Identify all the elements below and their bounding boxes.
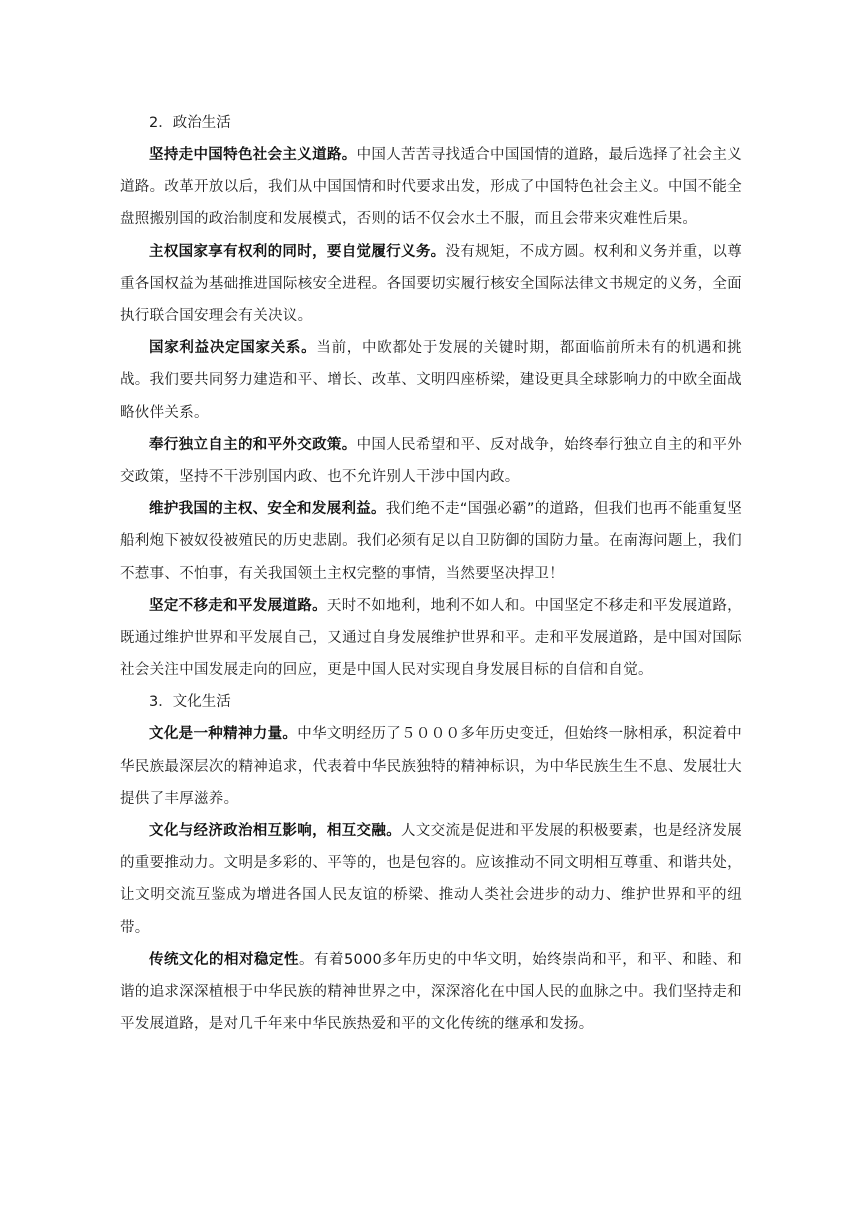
paragraph-body: 中国人苦苦寻找适合中国国情的道路，最后选择了社会主义道路。改革开放以后，我们从中国国情和时代要求出发，形成了中国特色社会主义。中国不能全盘照搬别国的政治制度和发展模式，否则的话不仅会水土不服，而且会带来灾难性后果。 xyxy=(120,147,742,228)
paragraph-body: 。有着5000多年历史的中华文明，始终崇尚和平，和平、和睦、和谐的追求深深植根于中华民族的精神世界之中，深深溶化在中国人民的血脉之中。我们坚持走和平发展道路，是对几千年来中华民族热爱和平的文化传统的继承和发扬。 xyxy=(120,951,743,1033)
paragraph xyxy=(120,815,742,944)
paragraph xyxy=(120,236,742,333)
paragraph-lead: 坚持走中国特色社会主义道路。 xyxy=(149,147,357,163)
paragraph-body: 我们绝不走“国强必霸”的道路，但我们也再不能重复坚船利炮下被奴役被殖民的历史悲剧。我们必须有足以自卫防御的国防力量。在南海问题上，我们不惹事、不怕事，有关我国领土主权完整的事情，当然要坚决捍卫！ xyxy=(120,501,742,582)
paragraph-lead: 维护我国的主权、安全和发展利益。 xyxy=(149,501,386,518)
paragraph-body: 中国人民希望和平、反对战争，始终奉行独立自主的和平外交政策，坚持不干涉别国内政、也不允许别人干涉中国内政。 xyxy=(120,436,742,486)
paragraph-lead: 文化与经济政治相互影响，相互交融。 xyxy=(149,823,402,840)
paragraph-lead: 传统文化的相对稳定性 xyxy=(149,951,299,968)
paragraph-lead: 文化是一种精神力量。 xyxy=(149,726,298,743)
paragraph-lead: 坚定不移走和平发展道路。 xyxy=(149,597,327,614)
paragraph-body: 没有规矩，不成方圆。权利和义务并重，以尊重各国权益为基础推进国际核安全进程。各国要切实履行核安全国际法律文书规定的义务，全面执行联合国安理会有关决议。 xyxy=(120,243,743,325)
paragraph-lead: 国家利益决定国家关系。 xyxy=(149,340,317,357)
paragraph xyxy=(120,429,742,493)
paragraph-lead: 奉行独立自主的和平外交政策。 xyxy=(149,436,357,453)
paragraph xyxy=(120,332,742,429)
paragraph-lead: 主权国家享有权利的同时，要自觉履行义务。 xyxy=(149,243,446,260)
paragraph xyxy=(120,590,742,687)
paragraph-body: 天时不如地利，地利不如人和。中国坚定不移走和平发展道路，既通过维护世界和平发展自己，又通过自身发展维护世界和平。走和平发展道路，是中国对国际社会关注中国发展走向的回应，更是中国人民对实现自身发展目标的自信和自觉。 xyxy=(120,597,742,679)
section-heading-politics: 2．政治生活 xyxy=(149,115,231,131)
section-heading-culture: 3．文化生活 xyxy=(149,694,231,711)
paragraph xyxy=(120,718,742,815)
paragraph xyxy=(120,139,742,236)
paragraph-body: 人文交流是促进和平发展的积极要素，也是经济发展的重要推动力。文明是多彩的、平等的，也是包容的。应该推动不同文明相互尊重、和谐共处，让文明交流互鉴成为增进各国人民友谊的桥梁、推动人类社会进步的动力、维护世界和平的纽带。 xyxy=(120,823,742,936)
paragraph-body: 当前，中欧都处于发展的关键时期，都面临前所未有的机遇和挑战。我们要共同努力建造和平、增长、改革、文明四座桥梁，建设更具全球影响力的中欧全面战略伙伴关系。 xyxy=(120,340,742,421)
paragraph xyxy=(120,944,742,1041)
paragraph xyxy=(120,493,742,590)
document-page xyxy=(120,107,742,1040)
paragraph-body: 中华文明经历了５０００多年历史变迁，但始终一脉相承，积淀着中华民族最深层次的精神追求，代表着中华民族独特的精神标识，为中华民族生生不息、发展壮大提供了丰厚滋养。 xyxy=(120,726,743,807)
